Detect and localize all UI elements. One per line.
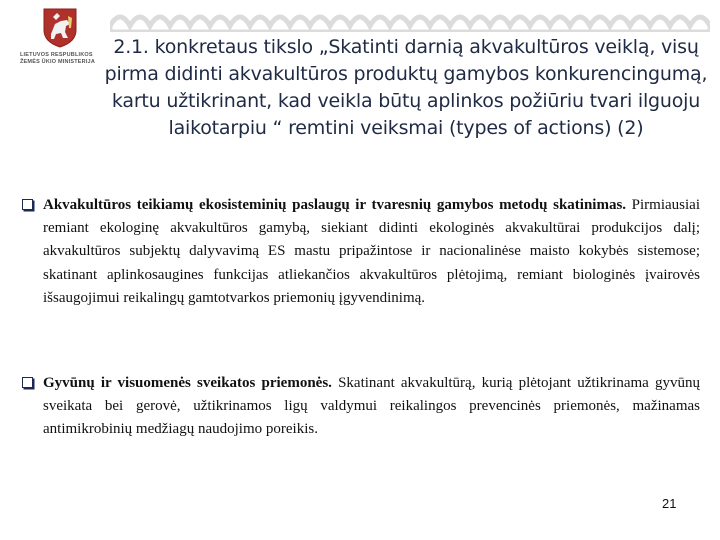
bullet-body: Skatinant akvakultūrą, kurią plėtojant užtikrinama gyvūnų sveikata bei gerovė, užtikrinamos ligų valdymui reikalingos prevencinės priemonės, mažinamas antimikrobinių medžiagų naudojimo poreikis. <box>43 375 700 438</box>
checkbox-bullet-icon <box>22 199 33 210</box>
decorative-wave-pattern <box>110 6 710 32</box>
bullet-text <box>43 372 700 442</box>
page-number: 21 <box>662 496 677 511</box>
bullet-item-ecosystem-services <box>22 194 700 310</box>
ministry-logo <box>20 8 108 88</box>
bullet-heading: Akvakultūros teikiamų ekosisteminių paslaugų ir tvaresnių gamybos metodų skatinimas. <box>43 197 627 213</box>
bullet-body: Pirmiausiai remiant ekologinę akvakultūros gamybą, siekiant didinti ekologinės akvakultūrai produkcijos dalį; akvakultūros subjektų dalyvavimą ES mastu pripažintose ir nacionalinėse maisto kokybės sistemose; skatinant aplinkosaugines funkcijas atliekančios akvakultūros plėtojimą, remiant biologinės įvairovės išsaugojimui reikalingų gamtotvarkos priemonių įgyvendinimą. <box>43 197 701 306</box>
logo-text <box>20 52 108 66</box>
checkbox-bullet-icon <box>22 377 33 388</box>
slide-title: 2.1. konkretaus tikslo „Skatinti darnią akvakultūros veiklą, visų pirma didinti akvakultūros produktų gamybos konkurencingumą, kartu užtikrinant, kad veikla būtų aplinkos požiūriu tvari ilguoju laikotarpiu “ remtini veiksmai (types of actions) (2) <box>104 36 708 139</box>
bullet-item-animal-health <box>22 372 700 442</box>
bullet-heading: Gyvūnų ir visuomenės sveikatos priemonės. <box>43 375 332 391</box>
logo-line-2: ŽEMĖS ŪKIO MINISTERIJA <box>20 59 95 65</box>
logo-line-1: LIETUVOS RESPUBLIKOS <box>20 52 93 58</box>
bullet-text <box>43 194 700 310</box>
coat-of-arms-icon <box>43 8 77 48</box>
